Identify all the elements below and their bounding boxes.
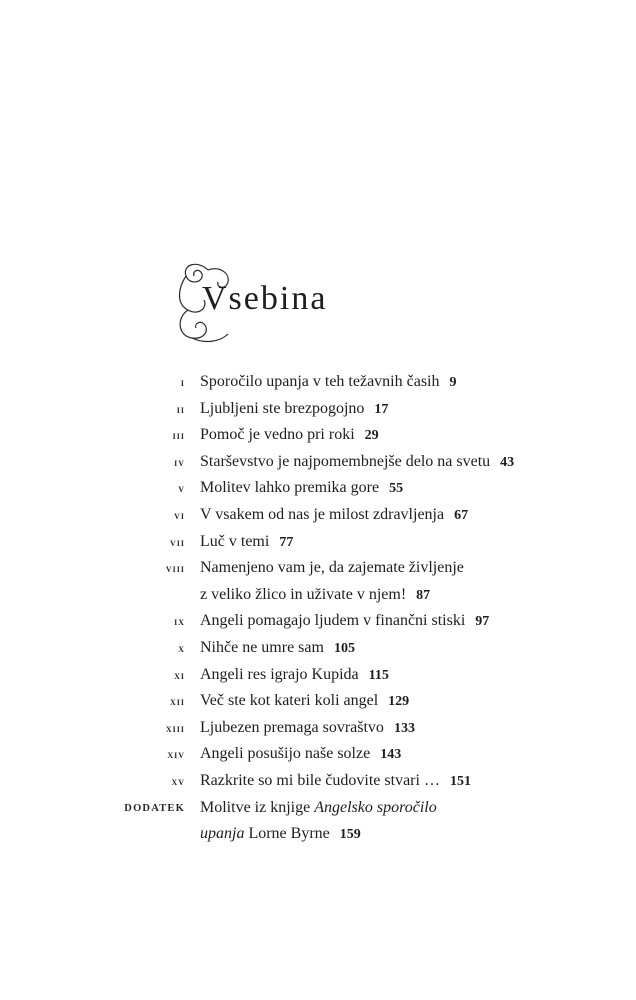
toc-entry (0, 506, 636, 533)
chapter-title: Ljubljeni ste brezpogojno 17 (200, 399, 389, 417)
page-title: Vsebina (202, 280, 328, 317)
appendix-label: DODATEK (124, 802, 185, 814)
toc-entry-continuation (0, 825, 636, 852)
chapter-title: Starševstvo je najpomembnejše delo na svetu 43 (200, 452, 515, 470)
chapter-title: Ljubezen premaga sovraštvo 133 (200, 718, 415, 736)
page-number: 97 (475, 614, 490, 630)
toc-entry (0, 612, 636, 639)
toc-entry-appendix (0, 799, 636, 826)
page-number: 87 (416, 587, 431, 603)
chapter-number: xiv (167, 749, 185, 762)
chapter-title: Luč v temi 77 (200, 532, 294, 550)
toc-entry (0, 559, 636, 586)
toc-entry (0, 426, 636, 453)
chapter-number: i (180, 377, 185, 389)
chapter-number: x (178, 642, 185, 655)
toc-entry-continuation (0, 586, 636, 613)
page-number: 67 (454, 507, 469, 523)
page-number: 43 (500, 454, 515, 470)
chapter-number: iii (172, 430, 185, 443)
chapter-number: vi (174, 509, 185, 522)
chapter-title: Angeli res igrajo Kupida 115 (200, 665, 389, 683)
chapter-number: xii (169, 696, 185, 709)
toc-entry (0, 533, 636, 560)
table-of-contents (0, 373, 636, 852)
page-number: 151 (449, 773, 471, 789)
chapter-title: Nihče ne umre sam 105 (200, 638, 355, 656)
appendix-title: Molitve iz knjige Angelsko sporočilo (200, 798, 437, 816)
page-number: 159 (339, 827, 361, 843)
toc-entry (0, 479, 636, 506)
chapter-number: ii (176, 403, 185, 416)
page-number: 77 (279, 534, 294, 550)
page-number: 143 (380, 747, 402, 763)
toc-entry (0, 745, 636, 772)
chapter-title: Več ste kot kateri koli angel 129 (200, 692, 410, 710)
title-block (168, 258, 368, 348)
page-number: 29 (364, 428, 379, 444)
chapter-number: iv (174, 456, 185, 469)
toc-entry (0, 400, 636, 427)
chapter-number: vii (169, 536, 185, 549)
toc-entry (0, 453, 636, 480)
page-number: 133 (393, 720, 415, 736)
chapter-title: Razkrite so mi bile čudovite stvari … 151 (200, 771, 471, 789)
chapter-title: Molitev lahko premika gore 55 (200, 479, 404, 497)
page-number: 129 (388, 694, 410, 710)
chapter-title: V vsakem od nas je milost zdravljenja 67 (200, 505, 469, 523)
appendix-title-continued: upanja Lorne Byrne 159 (200, 825, 361, 843)
toc-entry (0, 692, 636, 719)
chapter-title-continued: z veliko žlico in uživate v njem! 87 (200, 585, 431, 603)
page-number: 115 (368, 667, 389, 683)
chapter-title: Namenjeno vam je, da zajemate življenje (200, 559, 464, 577)
chapter-title: Pomoč je vedno pri roki 29 (200, 426, 379, 444)
chapter-number: ix (174, 616, 185, 629)
page-number: 17 (374, 401, 389, 417)
toc-entry (0, 772, 636, 799)
chapter-title: Angeli posušijo naše solze 143 (200, 745, 402, 763)
chapter-title: Sporočilo upanja v teh težavnih časih 9 (200, 373, 457, 390)
toc-entry (0, 719, 636, 746)
page-number: 55 (389, 481, 404, 497)
toc-entry (0, 373, 636, 400)
page-number: 105 (333, 640, 355, 656)
toc-entry (0, 639, 636, 666)
chapter-number: viii (165, 563, 185, 576)
chapter-number: xiii (165, 722, 185, 735)
toc-entry (0, 666, 636, 693)
chapter-number: xi (174, 669, 185, 682)
chapter-title: Angeli pomagajo ljudem v finančni stiski 97 (200, 612, 490, 630)
page-number: 9 (449, 375, 457, 390)
chapter-number: xv (171, 775, 185, 788)
chapter-number: v (178, 483, 185, 496)
